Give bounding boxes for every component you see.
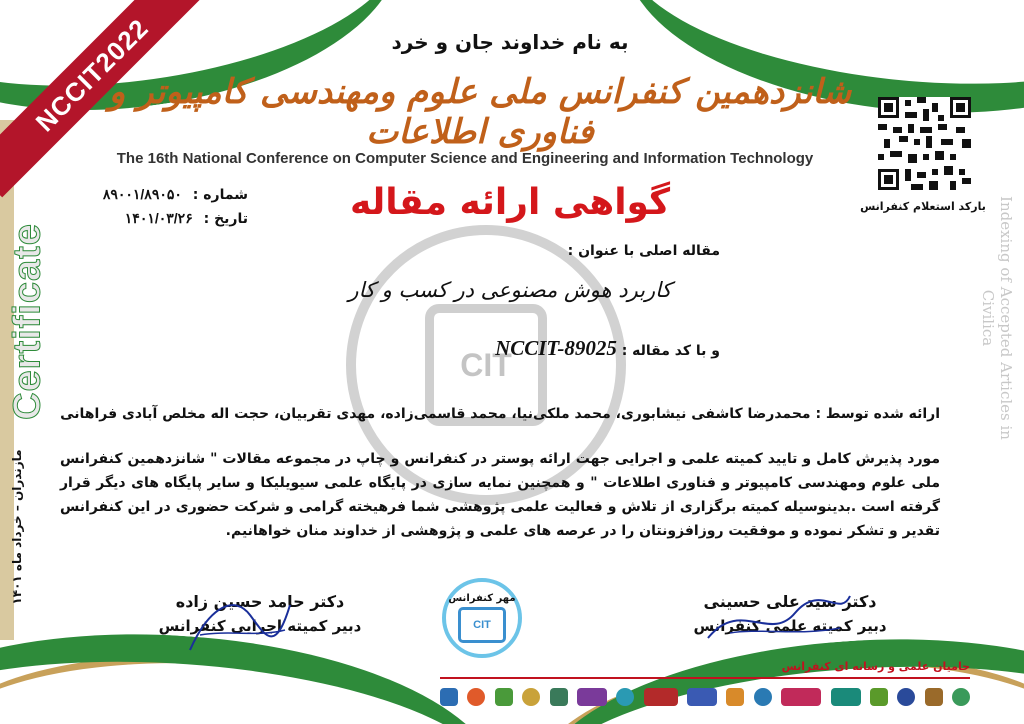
signer-name-left: دکتر حامد حسین زاده [175,592,345,611]
conference-title-en: The 16th National Conference on Computer Science and Engineering and Information Technology [116,150,814,167]
qr-code-label: بارکد استعلام کنفرانس [860,200,986,213]
watermark-logo: CIT [425,304,547,426]
certificate-body-text: مورد پذیرش کامل و تایید کمیته علمی و اجرایی جهت ارائه پوستر در کنفرانس و چاپ در مجموعه مقالات " شانزدهمین کنفرانس ملی علوم ومهندسی کامپیوتر و فناوری اطلاعات " و همچنین نمایه سازی در پایگاه علمی سیویلیکا و سایر پایگاه های دیگر قرار گرفته است .بدینوسیله کمیته برگزاری از تلاش و فعالیت علمی پژوهشی شما فرهیخته گرامی و شرکت حضوری در این کنفرانس تقدیر و تشکر نموده و موفقیت روزافزونتان را در عرصه های علمی و پژوهشی از خداوند منان خواهانیم. [60,451,940,539]
corner-ribbon: NCCIT2022 [0,0,214,197]
signer-name-right: دکتر سید علی حسینی [703,592,877,611]
qr-code-icon[interactable] [878,97,971,190]
sponsor-logo-icon[interactable] [440,688,458,706]
sponsor-logos [440,686,970,708]
conference-title-fa: شانزدهمین کنفرانس ملی علوم ومهندسی کامپیوتر و فناوری اطلاعات [108,72,852,152]
number-value: ۸۹۰۰۱/۸۹۰۵۰ [102,186,182,202]
sponsor-logo-icon[interactable] [754,688,772,706]
sponsor-logo-icon[interactable] [495,688,513,706]
date-label: تاریخ : [203,211,248,227]
sponsor-logo-icon[interactable] [522,688,540,706]
sponsor-logo-icon[interactable] [467,688,485,706]
sponsor-logo-icon[interactable] [925,688,943,706]
stamp-logo-icon: CIT [458,607,506,643]
side-index-note: Indexing of Accepted Articles in Civilica [979,196,1015,440]
paper-code-line [380,336,720,361]
paper-code-label: و با کد مقاله : [621,343,720,359]
certificate-title: گواهی ارائه مقاله [349,182,671,223]
sponsor-logo-icon[interactable] [781,688,821,706]
signer-role-left: دبیر کمیته اجرایی کنفرانس [158,617,362,635]
date-field [58,210,248,227]
sponsor-logo-icon[interactable] [952,688,970,706]
side-certificate-watermark: Certificate [6,223,49,420]
signature-scribble-left-icon [180,585,300,660]
sponsor-logo-icon[interactable] [616,688,634,706]
number-field [58,186,248,203]
paper-title: کاربرد هوش مصنوعی در کسب و کار [348,278,672,302]
paper-title-label: مقاله اصلی با عنوان : [567,243,720,259]
sponsor-logo-icon[interactable] [687,688,717,706]
signature-scribble-right-icon [700,588,860,648]
sponsor-logo-icon[interactable] [870,688,888,706]
sponsor-logo-icon[interactable] [831,688,861,706]
paper-code-value: NCCIT-89025 [495,336,617,360]
sponsors-label: حامیان علمی و رسانه ای کنفرانس [781,660,970,673]
sponsor-logo-icon[interactable] [726,688,744,706]
signer-role-right: دبیر کمیته علمی کنفرانس [693,617,887,635]
date-value: ۱۴۰۱/۰۳/۲۶ [124,210,193,226]
conference-stamp [442,578,522,658]
authors-label: ارائه شده توسط : [815,406,940,422]
side-date: مازندران – خرداد ماه ۱۴۰۱ [10,449,24,605]
authors-line [60,406,940,422]
number-label: شماره : [192,187,248,203]
sponsor-logo-icon[interactable] [897,688,915,706]
basmala-heading: به نام خداوند جان و خرد [391,30,629,54]
sponsors-divider [440,677,970,679]
authors-names: محمدرضا کاشفی نیشابوری، محمد ملکی‌نیا، محمد قاسمی‌زاده، مهدی تقربیان، حجت اله مخلص آبادی فراهانی [60,406,811,422]
sponsor-logo-icon[interactable] [577,688,607,706]
stamp-label: مهر کنفرانس [448,593,516,604]
sponsor-logo-icon[interactable] [644,688,678,706]
sponsor-logo-icon[interactable] [550,688,568,706]
